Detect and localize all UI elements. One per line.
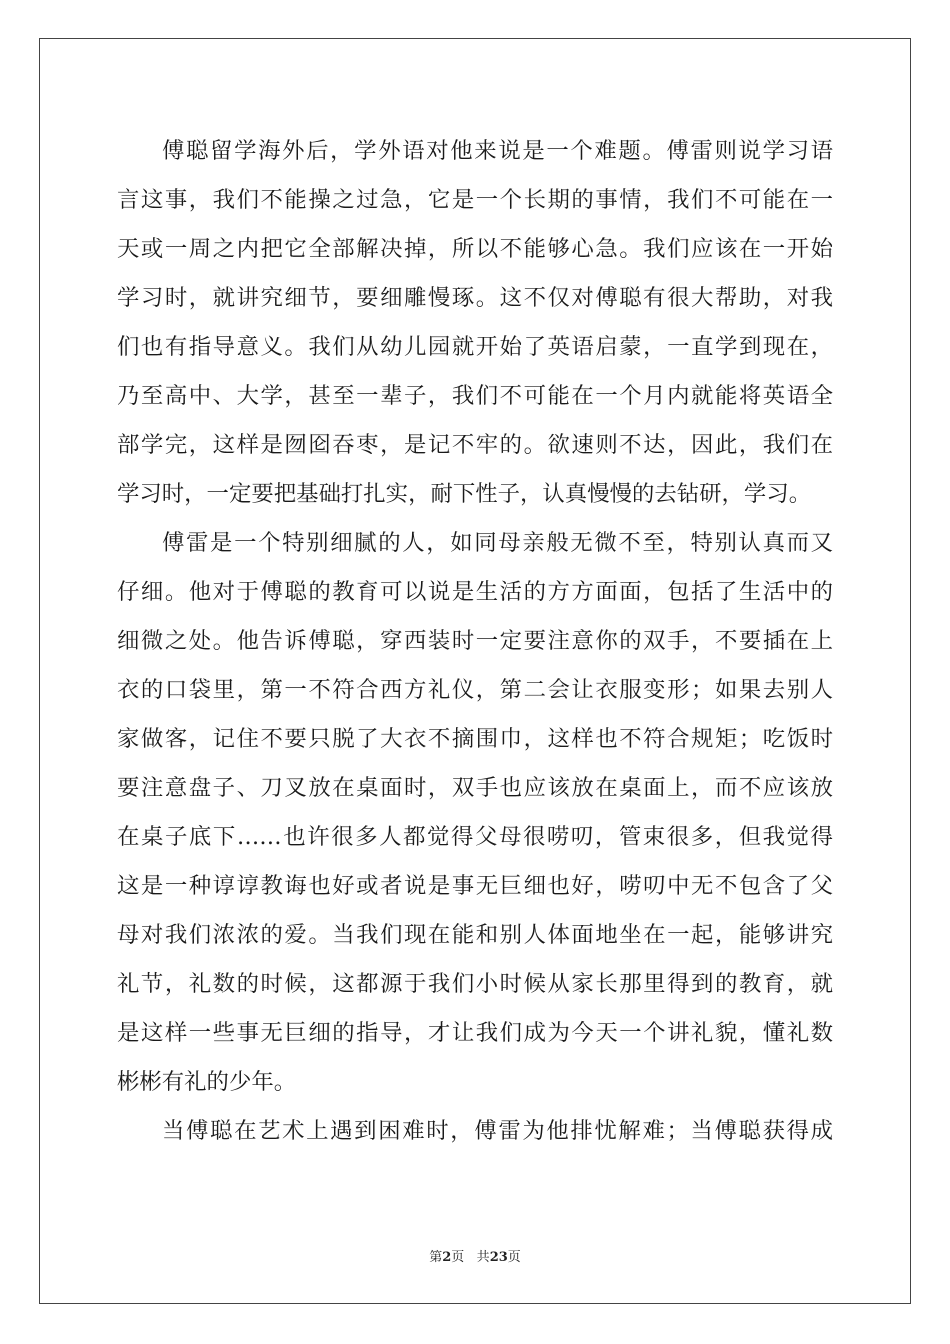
document-body — [117, 127, 833, 1156]
footer-page-unit: 页 — [451, 1250, 465, 1265]
text-line: 言这事，我们不能操之过急，它是一个长期的事情，我们不可能在一 — [117, 187, 833, 213]
text-line: 是这样一些事无巨细的指导，才让我们成为今天一个讲礼貌，懂礼数 — [117, 1020, 833, 1046]
text-line: 细微之处。他告诉傅聪，穿西装时一定要注意你的双手，不要插在上 — [117, 628, 833, 654]
footer-prefix: 第 — [429, 1250, 443, 1265]
text-line: 当傅聪在艺术上遇到困难时，傅雷为他排忧解难；当傅聪获得成 — [162, 1118, 833, 1144]
footer-page-number: 2 — [442, 1250, 452, 1265]
text-line: 们也有指导意义。我们从幼儿园就开始了英语启蒙，一直学到现在， — [117, 334, 833, 360]
text-line: 母对我们浓浓的爱。当我们现在能和别人体面地坐在一起，能够讲究 — [117, 922, 833, 948]
text-line: 学习时，就讲究细节，要细雕慢琢。这不仅对傅聪有很大帮助，对我 — [117, 285, 833, 311]
footer-total-unit: 页 — [507, 1250, 521, 1265]
text-line: 要注意盘子、刀叉放在桌面时，双手也应该放在桌面上，而不应该放 — [117, 775, 833, 801]
text-line: 衣的口袋里，第一不符合西方礼仪，第二会让衣服变形；如果去别人 — [117, 677, 833, 703]
text-line: 家做客，记住不要只脱了大衣不摘围巾，这样也不符合规矩；吃饭时 — [117, 726, 833, 752]
text-line: 部学完，这样是囫囵吞枣，是记不牢的。欲速则不达，因此，我们在 — [117, 432, 833, 458]
text-line: 傅聪留学海外后，学外语对他来说是一个难题。傅雷则说学习语 — [162, 138, 833, 164]
text-line: 仔细。他对于傅聪的教育可以说是生活的方方面面，包括了生活中的 — [117, 579, 833, 605]
text-line: 礼节，礼数的时候，这都源于我们小时候从家长那里得到的教育，就 — [117, 971, 833, 997]
page-footer — [0, 1246, 950, 1265]
footer-total-pages: 23 — [489, 1250, 508, 1265]
text-line: 傅雷是一个特别细腻的人，如同母亲般无微不至，特别认真而又 — [162, 530, 833, 556]
text-line: 学习时，一定要把基础打扎实，耐下性子，认真慢慢的去钻研，学习。 — [117, 481, 812, 507]
text-line: 在桌子底下……也许很多人都觉得父母很唠叨，管束很多，但我觉得 — [117, 824, 833, 850]
text-line: 天或一周之内把它全部解决掉，所以不能够心急。我们应该在一开始 — [117, 236, 833, 262]
text-line: 彬彬有礼的少年。 — [117, 1069, 297, 1095]
footer-total-prefix: 共 — [476, 1250, 490, 1265]
text-line: 这是一种谆谆教诲也好或者说是事无巨细也好，唠叨中无不包含了父 — [117, 873, 833, 899]
text-line: 乃至高中、大学，甚至一辈子，我们不可能在一个月内就能将英语全 — [117, 383, 833, 409]
